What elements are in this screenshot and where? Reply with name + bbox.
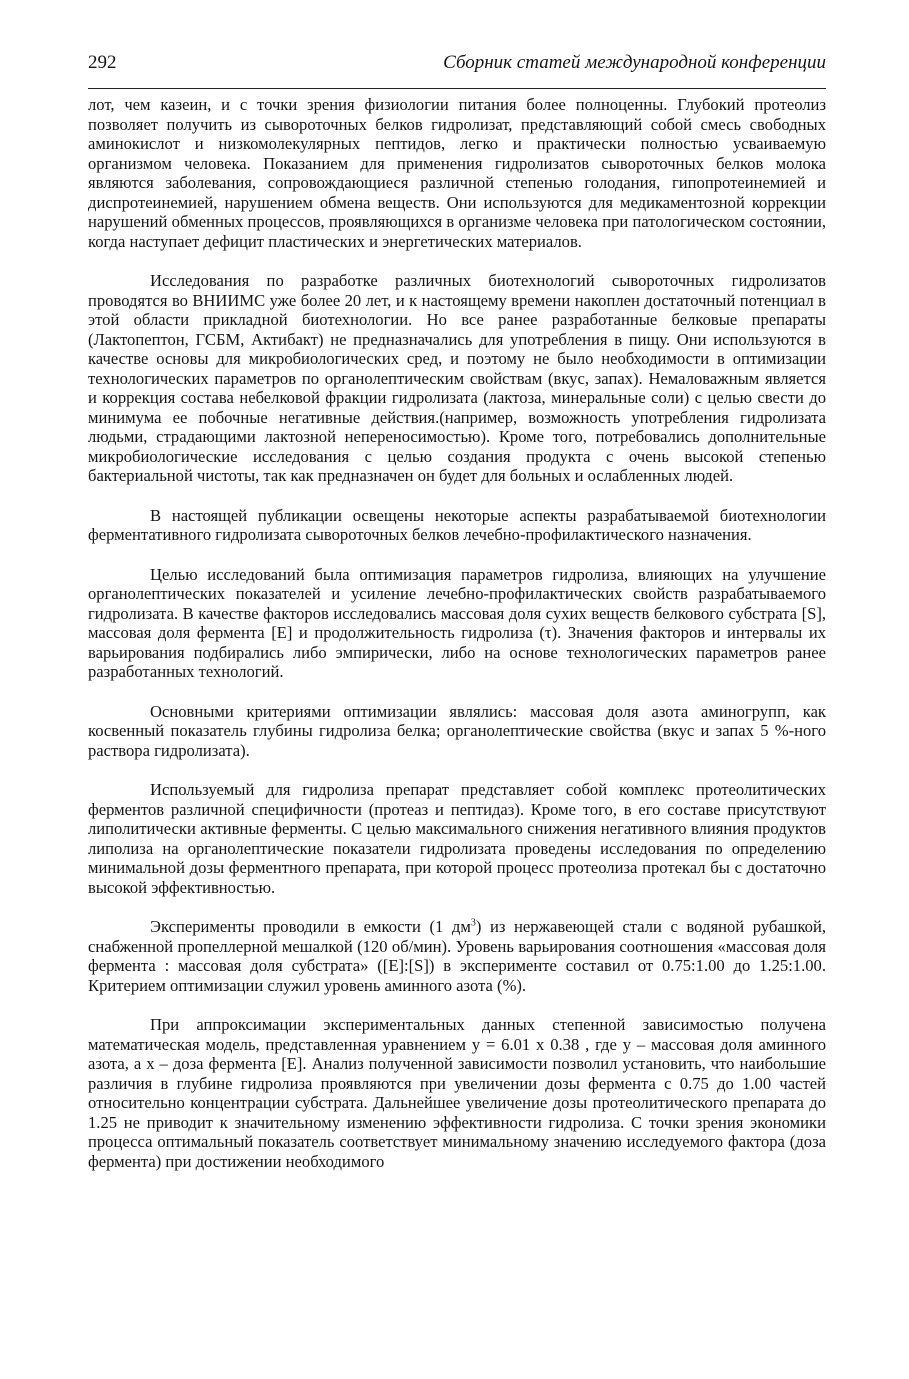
experiment-text-end: ) из нержавеющей стали с водяной рубашкой, снабженной пропеллерной мешалкой (120 об/мин). Уровень варьирования соотношения «массовая доля фермента : массовая доля субстрата» ([E]:[S]) в эксперименте составил от 0.75:1.00 до 1.25:1.00. Критерием оптимизации служил уровень аминного азота (%). <box>88 917 827 995</box>
header-divider <box>88 88 826 89</box>
article-body <box>88 95 826 1171</box>
paragraph-5: Основными критериями оптимизации являлись: массовая доля азота аминогрупп, как косвенный показатель глубины гидролиза белка; органолептические свойства (вкус и запах 5 %-ного раствора гидролизата). <box>88 701 826 760</box>
running-title: Сборник статей международной конференции <box>443 52 826 73</box>
document-page <box>88 52 826 1191</box>
paragraph-8: При аппроксимации экспериментальных данных степенной зависимостью получена математическая модель, представленная уравнением y = 6.01 x 0.38 , где y – массовая доля аминного азота, а x – доза фермента [E]. Анализ полученной зависимости позволил установить, что наибольшие различия в глубине гидролиза проявляются при увеличении дозы фермента с 0.75 до 1.00 частей относительно концентрации субстрата. Дальнейшее увеличение дозы протеолитического препарата до 1.25 не приводит к значительному изменению эффективности гидролиза. С точки зрения экономики процесса оптимальный показатель соответствует минимальному значению исследуемого фактора (доза фермента) при достижении необходимого <box>88 1015 826 1171</box>
paragraph-3: В настоящей публикации освещены некоторые аспекты разрабатываемой биотехнологии ферментативного гидролизата сывороточных белков лечебно-профилактического назначения. <box>88 505 826 544</box>
paragraph-6: Используемый для гидролиза препарат представляет собой комплекс протеолитических ферментов различной специфичности (протеаз и пептидаз). Кроме того, в его составе присутствуют липолитически активные ферменты. С целью максимального снижения негативного влияния продуктов липолиза на органолептические показатели гидролизата проведены исследования по определению минимальной дозы ферментного препарата, при которой процесс протеолиза протекал бы с достаточно высокой эффективностью. <box>88 780 826 897</box>
page-number: 292 <box>88 52 117 73</box>
experiment-text-start: Эксперименты проводили в емкости (1 дм <box>150 917 471 936</box>
page-header <box>88 52 826 86</box>
paragraph-2: Исследования по разработке различных биотехнологий сывороточных гидролизатов проводятся во ВНИИМС уже более 20 лет, и к настоящему времени накоплен достаточный потенциал в этой области прикладной биотехнологии. Но все ранее разработанные белковые препараты (Лактопептон, ГСБМ, Актибакт) не предназначались для употребления в пищу. Они используются в качестве основы для микробиологических сред, и поэтому не было необходимости в оптимизации технологических параметров по органолептическим свойствам (вкус, запах). Немаловажным является и коррекция состава небелковой фракции гидролизата (лактоза, минеральные соли) с целью свести до минимума ее побочные негативные действия.(например, возможность употребления гидролизата людьми, страдающими лактозной непереносимостью). Кроме того, потребовались дополнительные микробиологические исследования с целью создания продукта с очень высокой степенью бактериальной чистоты, так как предназначен он будет для больных и ослабленных людей. <box>88 271 826 485</box>
paragraph-4: Целью исследований была оптимизация параметров гидролиза, влияющих на улучшение органолептических показателей и усиление лечебно-профилактических свойств разрабатываемого гидролизата. В качестве факторов исследовались массовая доля сухих веществ белкового субстрата [S], массовая доля фермента [E] и продолжительность гидролиза (τ). Значения факторов и интервалы их варьирования подбирались либо эмпирически, либо на основе технологических параметров ранее разработанных технологий. <box>88 564 826 681</box>
paragraph-1: лот, чем казеин, и с точки зрения физиологии питания более полноценны. Глубокий протеолиз позволяет получить из сывороточных белков гидролизат, представляющий собой смесь свободных аминокислот и низкомолекулярных пептидов, легко и практически полностью усваиваемую организмом человека. Показанием для применения гидролизатов сывороточных белков молока являются заболевания, сопровождающиеся различной степенью голодания, гипопротеинемией и диспротеинемией, нарушением обмена веществ. Они используются для медикаментозной коррекции нарушений обменных процессов, проявляющихся в организме человека при патологическом состоянии, когда наступает дефицит пластических и энергетических материалов. <box>88 95 826 251</box>
cubic-superscript: 3 <box>470 917 476 929</box>
paragraph-7 <box>88 917 826 995</box>
